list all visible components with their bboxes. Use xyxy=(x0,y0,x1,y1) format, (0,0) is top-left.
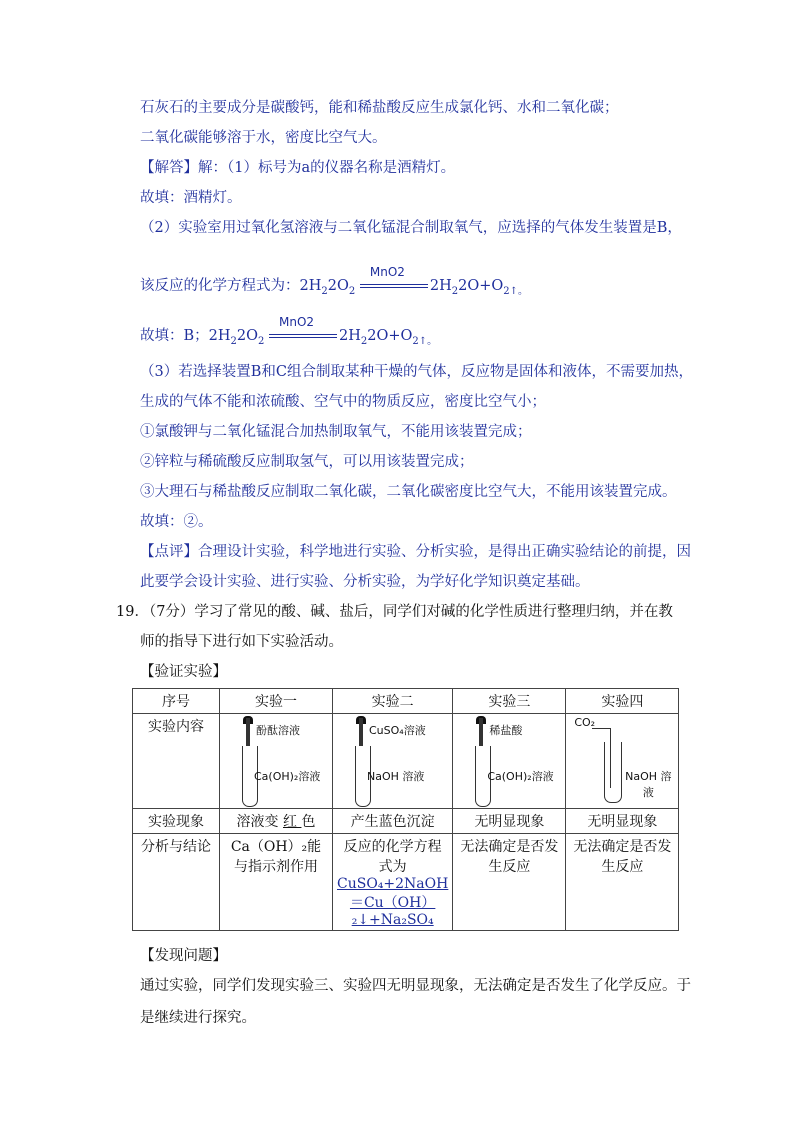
text-line: （3）若选择装置B和C组合制取某种干燥的气体，反应物是固体和液体，不需要加热， xyxy=(140,364,693,380)
table-header: 实验三 xyxy=(453,689,566,714)
table-header: 实验二 xyxy=(333,689,453,714)
apparatus-cell xyxy=(220,714,333,809)
cell-text: 反应的化学方程式为 xyxy=(343,839,442,875)
catalyst-label: MnO2 xyxy=(369,265,405,279)
text-line: 【点评】合理设计实验，科学地进行实验、分析实验，是得出正确实验结论的前提，因 xyxy=(140,544,691,560)
text-line: 此要学会设计实验、进行实验、分析实验，为学好化学知识奠定基础。 xyxy=(140,574,590,590)
table-row xyxy=(133,834,679,931)
table-row xyxy=(133,714,679,809)
eq-text: 2H xyxy=(429,278,452,294)
apparatus-cell xyxy=(333,714,453,809)
solution-label: NaOH 溶液 xyxy=(625,770,672,799)
reaction-arrow xyxy=(269,315,339,346)
gas-label: CO₂ xyxy=(574,716,596,729)
row-label: 分析与结论 xyxy=(133,834,220,931)
section-heading: 【验证实验】 xyxy=(140,664,227,680)
text-line: 生成的气体不能和浓硫酸、空气中的物质反应，密度比空气小； xyxy=(140,394,546,410)
table-header-row xyxy=(133,689,679,714)
table-header: 实验一 xyxy=(220,689,333,714)
text-line: 故填：②。 xyxy=(140,514,213,530)
table-cell: 无明显现象 xyxy=(453,809,566,834)
row-label: 实验现象 xyxy=(133,809,220,834)
text-line: 师的指导下进行如下实验活动。 xyxy=(140,634,343,650)
text-line: ①氯酸钾与二氧化锰混合加热制取氧气，不能用该装置完成； xyxy=(140,424,532,440)
text-line: ③大理石与稀盐酸反应制取二氧化碳，二氧化碳密度比空气大，不能用该装置完成。 xyxy=(140,484,677,500)
text-line: 通过实验，同学们发现实验三、实验四无明显现象，无法确定是否发生了化学反应。于 xyxy=(140,978,691,994)
table-cell xyxy=(333,834,453,931)
text-line: ②锌粒与稀硫酸反应制取氢气，可以用该装置完成； xyxy=(140,454,474,470)
eq-text: 该反应的化学方程式为：2H xyxy=(140,278,322,294)
question-19: 19．（7分）学习了常见的酸、碱、盐后，同学们对碱的化学性质进行整理归纳，并在教 xyxy=(116,604,673,620)
row-label: 实验内容 xyxy=(133,714,220,809)
table-cell: 无法确定是否发生反应 xyxy=(453,834,566,931)
text-line: 故填：酒精灯。 xyxy=(140,190,242,206)
answer-blank: 红 xyxy=(283,814,302,830)
eq-sub: 2↑。 xyxy=(412,335,438,347)
text-line: 【解答】解：（1）标号为a的仪器名称是酒精灯。 xyxy=(140,160,456,176)
table-cell: 无法确定是否发生反应 xyxy=(566,834,679,931)
equation-line: 该反应的化学方程式为：$2H_22O_2$ MnO2 $2H_22O+O_{2↑。}$ xyxy=(140,276,528,302)
experiment-table xyxy=(132,688,679,931)
solution-label: Ca(OH)₂溶液 xyxy=(254,770,321,783)
text-line: 是继续进行探究。 xyxy=(140,1010,256,1026)
text-line: 石灰石的主要成分是碳酸钙，能和稀盐酸反应生成氯化钙、水和二氧化碳； xyxy=(140,100,619,116)
table-header: 实验四 xyxy=(566,689,679,714)
eq-sub: 2↑。 xyxy=(503,285,529,297)
table-cell xyxy=(220,809,333,834)
eq-text: 2H xyxy=(339,328,361,344)
cell-text: 溶液变 xyxy=(236,814,283,830)
eq-text: 故填：B；2H xyxy=(140,328,231,344)
apparatus-cell xyxy=(566,714,679,809)
dropper-label: 酚酞溶液 xyxy=(256,724,300,737)
eq-sub: 2 xyxy=(321,285,328,297)
text-line: （2）实验室用过氧化氢溶液与二氧化锰混合制取氧气，应选择的气体发生装置是B， xyxy=(140,220,682,236)
eq-text: 2O xyxy=(236,328,259,344)
cell-text: 色 xyxy=(301,814,316,830)
catalyst-label: MnO2 xyxy=(279,315,315,329)
text-line: 二氧化碳能够溶于水，密度比空气大。 xyxy=(140,130,387,146)
table-cell: 无明显现象 xyxy=(566,809,679,834)
dropper-label: 稀盐酸 xyxy=(489,724,523,737)
eq-text: 2O xyxy=(327,278,349,294)
table-row xyxy=(133,809,679,834)
eq-text: 2O+O xyxy=(458,278,504,294)
eq-text: 2O+O xyxy=(367,328,413,344)
table-header: 序号 xyxy=(133,689,220,714)
solution-label: Ca(OH)₂溶液 xyxy=(487,770,554,783)
reaction-arrow xyxy=(360,265,430,296)
table-cell: 产生蓝色沉淀 xyxy=(333,809,453,834)
test-tube-illustration xyxy=(224,716,328,806)
test-tube-illustration xyxy=(337,716,448,806)
answer-equation: CuSO₄+2NaOH＝Cu（OH）₂↓+Na₂SO₄ xyxy=(337,876,449,928)
table-cell: Ca（OH）₂能与指示剂作用 xyxy=(220,834,333,931)
gas-tube-illustration xyxy=(570,716,674,806)
dropper-label: CuSO₄溶液 xyxy=(369,724,426,737)
section-heading: 【发现问题】 xyxy=(140,948,227,964)
eq-sub: 2 xyxy=(230,335,237,347)
test-tube-illustration xyxy=(457,716,561,806)
equation-line: 故填：B；$2H_22O_2$ MnO2 $2H_22O+O_{2↑。}$ xyxy=(140,326,437,352)
apparatus-cell xyxy=(453,714,566,809)
solution-label: NaOH 溶液 xyxy=(367,770,425,783)
